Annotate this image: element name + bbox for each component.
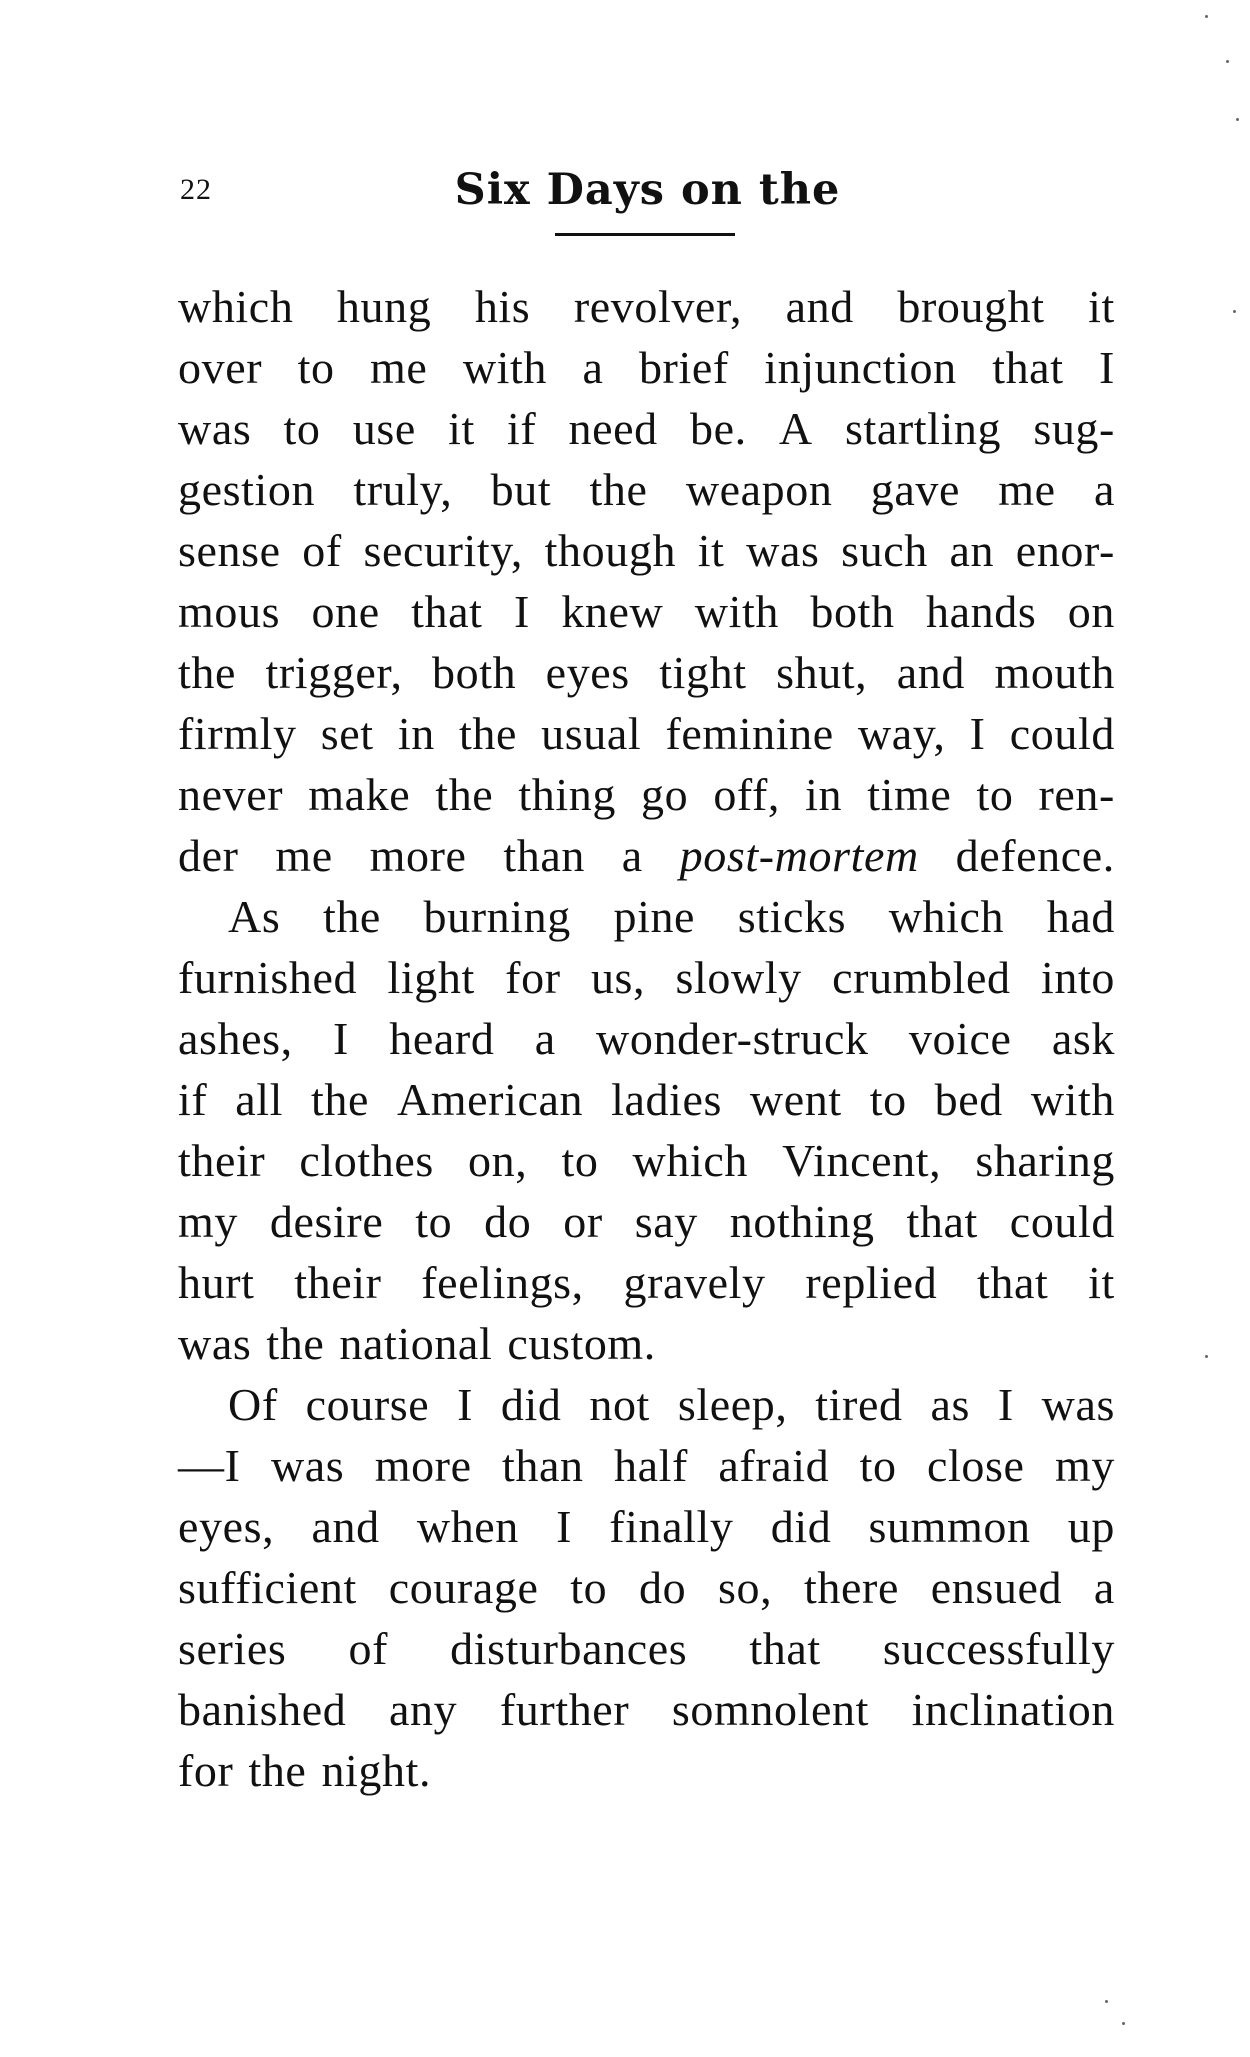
word: could <box>1009 1196 1115 1247</box>
word: series <box>178 1623 287 1674</box>
word: with <box>1030 1074 1115 1125</box>
word: course <box>305 1379 430 1430</box>
word: der <box>178 830 239 881</box>
text-line <box>178 947 1115 1008</box>
word: my <box>178 1196 238 1247</box>
word: and <box>311 1501 380 1552</box>
word: sticks <box>737 891 847 942</box>
word: the <box>311 1074 369 1125</box>
word: when <box>416 1501 519 1552</box>
word: inclination <box>911 1684 1115 1735</box>
word: a <box>1093 464 1115 515</box>
word: night. <box>321 1745 432 1796</box>
word: further <box>499 1684 630 1735</box>
word: on <box>1067 586 1115 637</box>
text-line <box>178 1313 1115 1374</box>
word: but <box>490 464 552 515</box>
word: and <box>896 647 965 698</box>
word: ren- <box>1038 769 1115 820</box>
word: crumbled <box>832 952 1011 1003</box>
word: with <box>462 342 548 393</box>
word: national <box>339 1318 493 1369</box>
text-line <box>178 276 1115 337</box>
word: was <box>178 403 252 454</box>
word: it <box>1088 1257 1115 1308</box>
print-speck <box>1205 1355 1208 1358</box>
word: the <box>248 1745 307 1796</box>
word: more <box>374 1440 472 1491</box>
word: it <box>448 403 475 454</box>
word: on, <box>468 1135 528 1186</box>
word: American <box>396 1074 584 1125</box>
word: post-mortem <box>679 830 919 881</box>
word: me <box>275 830 333 881</box>
word: use <box>352 403 416 454</box>
word: which <box>632 1135 748 1186</box>
word: shut, <box>776 647 868 698</box>
text-line <box>178 1008 1115 1069</box>
word: was <box>746 525 820 576</box>
header-rule <box>555 233 735 236</box>
word: feelings, <box>421 1257 584 1308</box>
word: had <box>1046 891 1115 942</box>
word: feminine <box>665 708 834 759</box>
text-line <box>178 1130 1115 1191</box>
word: slowly <box>675 952 802 1003</box>
word: of <box>302 525 342 576</box>
word: usual <box>541 708 642 759</box>
word: banished <box>178 1684 347 1735</box>
text-line <box>178 459 1115 520</box>
word: and <box>785 281 854 332</box>
text-line <box>178 1557 1115 1618</box>
word: it <box>1088 281 1115 332</box>
word: off, <box>713 769 781 820</box>
page-header <box>180 165 1115 225</box>
word: clothes <box>299 1135 434 1186</box>
word: defence. <box>955 830 1115 881</box>
word: sense <box>178 525 281 576</box>
word: burning <box>423 891 571 942</box>
word: to <box>561 1135 599 1186</box>
word: for <box>505 952 561 1003</box>
word: to <box>859 1440 897 1491</box>
word: weapon <box>685 464 833 515</box>
word: a <box>621 830 643 881</box>
word: more <box>369 830 467 881</box>
word: a <box>582 342 604 393</box>
word: that <box>977 1257 1049 1308</box>
word: successfully <box>882 1623 1115 1674</box>
word: or <box>563 1196 603 1247</box>
word: us, <box>590 952 646 1003</box>
word: an <box>949 525 995 576</box>
word: set <box>320 708 374 759</box>
word: the <box>266 1318 325 1369</box>
word: courage <box>388 1562 539 1613</box>
word: time <box>867 769 952 820</box>
word: in <box>397 708 435 759</box>
word: a <box>534 1013 556 1064</box>
word: I <box>333 1013 349 1064</box>
word: their <box>294 1257 382 1308</box>
word: furnished <box>178 952 358 1003</box>
word: heard <box>389 1013 495 1064</box>
word: Of <box>228 1379 278 1430</box>
word: which <box>888 891 1005 942</box>
word: —I <box>178 1440 241 1491</box>
word: his <box>474 281 531 332</box>
print-speck <box>1226 60 1229 63</box>
word: ensued <box>930 1562 1063 1613</box>
word: was <box>178 1318 252 1369</box>
word: that <box>992 342 1064 393</box>
word: finally <box>609 1501 734 1552</box>
word: all <box>235 1074 284 1125</box>
word: so, <box>718 1562 773 1613</box>
word: such <box>841 525 928 576</box>
word: go <box>641 769 689 820</box>
print-speck <box>1233 310 1236 313</box>
word: that <box>411 586 483 637</box>
word: tight <box>659 647 747 698</box>
word: I <box>457 1379 474 1430</box>
word: of <box>348 1623 388 1674</box>
word: eyes <box>545 647 630 698</box>
word: pine <box>613 891 696 942</box>
word: knew <box>561 586 664 637</box>
word: ladies <box>611 1074 722 1125</box>
text-line <box>178 1069 1115 1130</box>
word: if <box>178 1074 208 1125</box>
word: wonder-struck <box>596 1013 869 1064</box>
running-head: Six Days on the <box>454 165 841 215</box>
word: make <box>308 769 411 820</box>
word: sleep, <box>677 1379 788 1430</box>
word: do <box>484 1196 532 1247</box>
text-line <box>178 1618 1115 1679</box>
word: security, <box>363 525 524 576</box>
text-line <box>178 1374 1115 1435</box>
word: which <box>178 281 294 332</box>
word: the <box>458 708 517 759</box>
word: their <box>178 1135 266 1186</box>
word: hung <box>336 281 432 332</box>
word: summon <box>868 1501 1031 1552</box>
word: a <box>1093 1562 1115 1613</box>
print-speck <box>1236 118 1239 121</box>
text-line <box>178 581 1115 642</box>
word: the <box>178 647 236 698</box>
word: be. <box>689 403 747 454</box>
word: gravely <box>623 1257 766 1308</box>
word: half <box>614 1440 688 1491</box>
print-speck <box>1122 2022 1125 2025</box>
word: close <box>927 1440 1025 1491</box>
word: hurt <box>178 1257 255 1308</box>
text-line <box>178 764 1115 825</box>
word: was <box>1041 1379 1115 1430</box>
word: I <box>997 1379 1014 1430</box>
word: way, <box>857 708 946 759</box>
word: eyes, <box>178 1501 275 1552</box>
word: ashes, <box>178 1013 293 1064</box>
word: over <box>178 342 263 393</box>
word: did <box>500 1379 562 1430</box>
word: into <box>1041 952 1115 1003</box>
word: there <box>804 1562 899 1613</box>
word: custom. <box>507 1318 656 1369</box>
word: not <box>589 1379 650 1430</box>
word: in <box>805 769 843 820</box>
page-number: 22 <box>180 173 212 206</box>
word: sug- <box>1033 403 1115 454</box>
word: truly, <box>353 464 453 515</box>
word: to <box>570 1562 608 1613</box>
word: somnolent <box>671 1684 869 1735</box>
word: afraid <box>718 1440 830 1491</box>
word: to <box>297 342 335 393</box>
word: light <box>387 952 475 1003</box>
word: it <box>697 525 725 576</box>
word: if <box>507 403 537 454</box>
word: both <box>810 586 895 637</box>
text-line <box>178 1191 1115 1252</box>
text-line <box>178 1740 1115 1801</box>
word: disturbances <box>450 1623 688 1674</box>
print-speck <box>1205 15 1208 18</box>
word: the <box>589 464 648 515</box>
word: desire <box>269 1196 384 1247</box>
text-line <box>178 520 1115 581</box>
word: brief <box>638 342 729 393</box>
word: sharing <box>975 1135 1115 1186</box>
text-line <box>178 1679 1115 1740</box>
word: sufficient <box>178 1562 357 1613</box>
word: up <box>1067 1501 1115 1552</box>
word: the <box>322 891 381 942</box>
word: bed <box>934 1074 1003 1125</box>
word: I <box>513 586 530 637</box>
word: for <box>178 1745 234 1796</box>
word: went <box>749 1074 842 1125</box>
word: to <box>283 403 321 454</box>
word: injunction <box>764 342 957 393</box>
word: my <box>1054 1440 1115 1491</box>
word: tired <box>815 1379 903 1430</box>
word: to <box>415 1196 453 1247</box>
word: revolver, <box>573 281 743 332</box>
word: that <box>749 1623 821 1674</box>
word: need <box>568 403 658 454</box>
word: to <box>869 1074 907 1125</box>
word: could <box>1009 708 1115 759</box>
text-line <box>178 886 1115 947</box>
word: did <box>770 1501 832 1552</box>
word: than <box>503 830 585 881</box>
word: I <box>1099 342 1115 393</box>
text-line <box>178 825 1115 886</box>
word: that <box>906 1196 978 1247</box>
word: trigger, <box>265 647 403 698</box>
text-line <box>178 398 1115 459</box>
word: Vincent, <box>782 1135 942 1186</box>
word: never <box>178 769 284 820</box>
word: gave <box>870 464 960 515</box>
word: ask <box>1051 1013 1115 1064</box>
word: A <box>778 403 813 454</box>
text-line <box>178 642 1115 703</box>
word: brought <box>897 281 1045 332</box>
word: hands <box>926 586 1037 637</box>
word: thing <box>518 769 616 820</box>
word: any <box>389 1684 458 1735</box>
word: gestion <box>178 464 316 515</box>
text-line <box>178 1496 1115 1557</box>
word: voice <box>908 1013 1012 1064</box>
word: startling <box>844 403 1002 454</box>
word: firmly <box>178 708 297 759</box>
word: than <box>502 1440 584 1491</box>
word: mous <box>178 586 281 637</box>
word: the <box>435 769 494 820</box>
word: do <box>639 1562 687 1613</box>
text-line <box>178 1435 1115 1496</box>
word: me <box>998 464 1056 515</box>
word: As <box>228 891 281 942</box>
text-line <box>178 1252 1115 1313</box>
print-speck <box>1105 2000 1108 2003</box>
word: enor- <box>1015 525 1115 576</box>
word: nothing <box>729 1196 875 1247</box>
word: to <box>976 769 1014 820</box>
word: mouth <box>994 647 1115 698</box>
word: as <box>930 1379 970 1430</box>
word: with <box>694 586 779 637</box>
word: replied <box>805 1257 938 1308</box>
text-line <box>178 337 1115 398</box>
word: was <box>270 1440 345 1491</box>
text-line <box>178 703 1115 764</box>
word: though <box>544 525 677 576</box>
word: say <box>634 1196 698 1247</box>
body-text <box>178 276 1115 1801</box>
word: I <box>969 708 986 759</box>
word: me <box>370 342 428 393</box>
word: one <box>311 586 380 637</box>
word: I <box>556 1501 573 1552</box>
word: both <box>432 647 517 698</box>
